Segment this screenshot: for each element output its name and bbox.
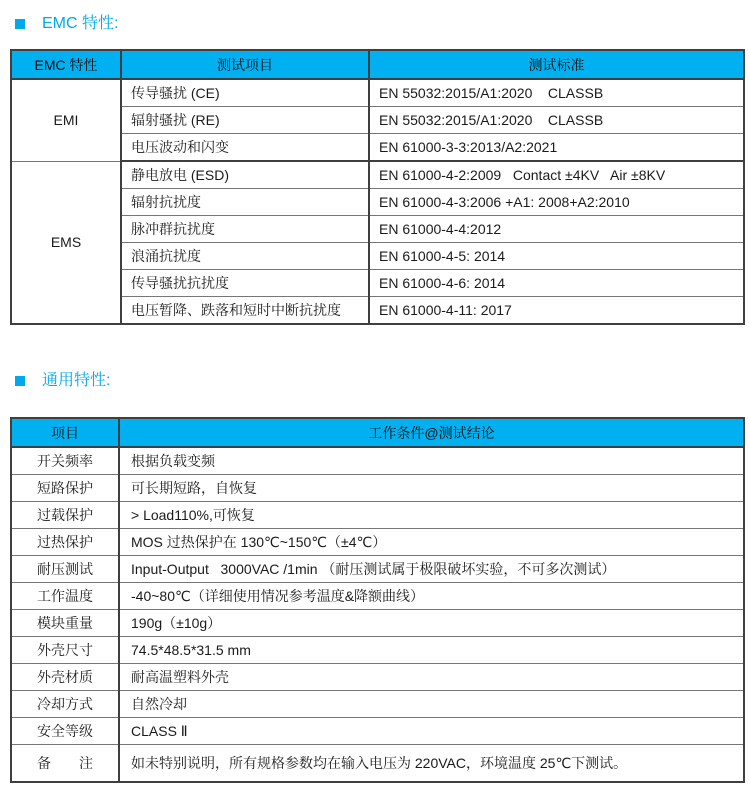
table-row [11, 270, 744, 297]
test-standard-cell: EN 61000-3-3:2013/A2:2021 [369, 134, 744, 162]
table-row [11, 691, 744, 718]
spec-value-cell: 根据负载变频 [119, 447, 744, 475]
spec-label-cell: 耐压测试 [11, 556, 119, 583]
general-table [10, 417, 745, 783]
spec-value-cell: 自然冷却 [119, 691, 744, 718]
table-row [11, 243, 744, 270]
general-header-cell-condition: 工作条件@测试结论 [119, 418, 744, 447]
spec-label-cell: 安全等级 [11, 718, 119, 745]
spec-label-cell: 开关频率 [11, 447, 119, 475]
spec-label-cell: 过载保护 [11, 502, 119, 529]
test-item-cell: 电压波动和闪变 [121, 134, 369, 162]
table-row [11, 556, 744, 583]
emc-table-header-row [11, 50, 744, 79]
test-item-cell: 浪涌抗扰度 [121, 243, 369, 270]
test-item-cell: 传导骚扰抗扰度 [121, 270, 369, 297]
general-table-header-row [11, 418, 744, 447]
spec-label-cell: 外壳材质 [11, 664, 119, 691]
general-section-title-text: 通用特性: [42, 372, 111, 389]
spec-label-cell: 短路保护 [11, 475, 119, 502]
emc-section-title [15, 14, 743, 34]
table-row [11, 216, 744, 243]
table-row [11, 583, 744, 610]
spec-value-cell: 74.5*48.5*31.5 mm [119, 637, 744, 664]
table-row [11, 529, 744, 556]
table-row [11, 610, 744, 637]
test-item-cell: 静电放电 (ESD) [121, 161, 369, 189]
test-standard-cell: EN 55032:2015/A1:2020 CLASSB [369, 79, 744, 107]
test-standard-cell: EN 61000-4-5: 2014 [369, 243, 744, 270]
spec-label-cell: 过热保护 [11, 529, 119, 556]
emc-group-ems: EMS [11, 161, 121, 324]
table-row [11, 134, 744, 162]
table-row [11, 447, 744, 475]
test-standard-cell: EN 55032:2015/A1:2020 CLASSB [369, 107, 744, 134]
square-bullet-icon [15, 19, 25, 29]
spec-value-cell: > Load110%,可恢复 [119, 502, 744, 529]
spec-label-cell: 模块重量 [11, 610, 119, 637]
spec-value-cell: MOS 过热保护在 130℃~150℃（±4℃） [119, 529, 744, 556]
general-header-cell-item: 项目 [11, 418, 119, 447]
test-item-cell: 脉冲群抗扰度 [121, 216, 369, 243]
spec-value-cell: 如未特别说明，所有规格参数均在输入电压为 220VAC，环境温度 25℃下测试。 [119, 745, 744, 783]
test-standard-cell: EN 61000-4-4:2012 [369, 216, 744, 243]
spec-value-cell: 可长期短路，自恢复 [119, 475, 744, 502]
general-section-title [15, 371, 743, 391]
test-standard-cell: EN 61000-4-6: 2014 [369, 270, 744, 297]
test-standard-cell: EN 61000-4-3:2006 +A1: 2008+A2:2010 [369, 189, 744, 216]
table-row [11, 502, 744, 529]
table-row [11, 664, 744, 691]
test-item-cell: 传导骚扰 (CE) [121, 79, 369, 107]
spec-value-cell: -40~80℃（详细使用情况参考温度&降额曲线） [119, 583, 744, 610]
test-standard-cell: EN 61000-4-11: 2017 [369, 297, 744, 325]
spec-label-cell: 备 注 [11, 745, 119, 783]
table-row [11, 79, 744, 107]
table-row [11, 745, 744, 783]
table-row [11, 189, 744, 216]
emc-table [10, 49, 745, 325]
emc-header-cell-category: EMC 特性 [11, 50, 121, 79]
spec-value-cell: 耐高温塑料外壳 [119, 664, 744, 691]
test-item-cell: 电压暂降、跌落和短时中断抗扰度 [121, 297, 369, 325]
spec-value-cell: 190g（±10g） [119, 610, 744, 637]
table-row [11, 475, 744, 502]
spec-label-cell: 冷却方式 [11, 691, 119, 718]
square-bullet-icon [15, 376, 25, 386]
table-row [11, 107, 744, 134]
test-item-cell: 辐射抗扰度 [121, 189, 369, 216]
spec-label-cell: 外壳尺寸 [11, 637, 119, 664]
emc-header-cell-standard: 测试标准 [369, 50, 744, 79]
table-row [11, 297, 744, 325]
emc-header-cell-test-item: 测试项目 [121, 50, 369, 79]
table-row [11, 161, 744, 189]
test-item-cell: 辐射骚扰 (RE) [121, 107, 369, 134]
table-row [11, 718, 744, 745]
table-row [11, 637, 744, 664]
emc-section-title-text: EMC 特性: [42, 15, 119, 32]
emc-group-emi: EMI [11, 79, 121, 161]
spec-value-cell: Input-Output 3000VAC /1min （耐压测试属于极限破坏实验，不可多次测试） [119, 556, 744, 583]
spec-value-cell: CLASS Ⅱ [119, 718, 744, 745]
spec-label-cell: 工作温度 [11, 583, 119, 610]
test-standard-cell: EN 61000-4-2:2009 Contact ±4KV Air ±8KV [369, 161, 744, 189]
